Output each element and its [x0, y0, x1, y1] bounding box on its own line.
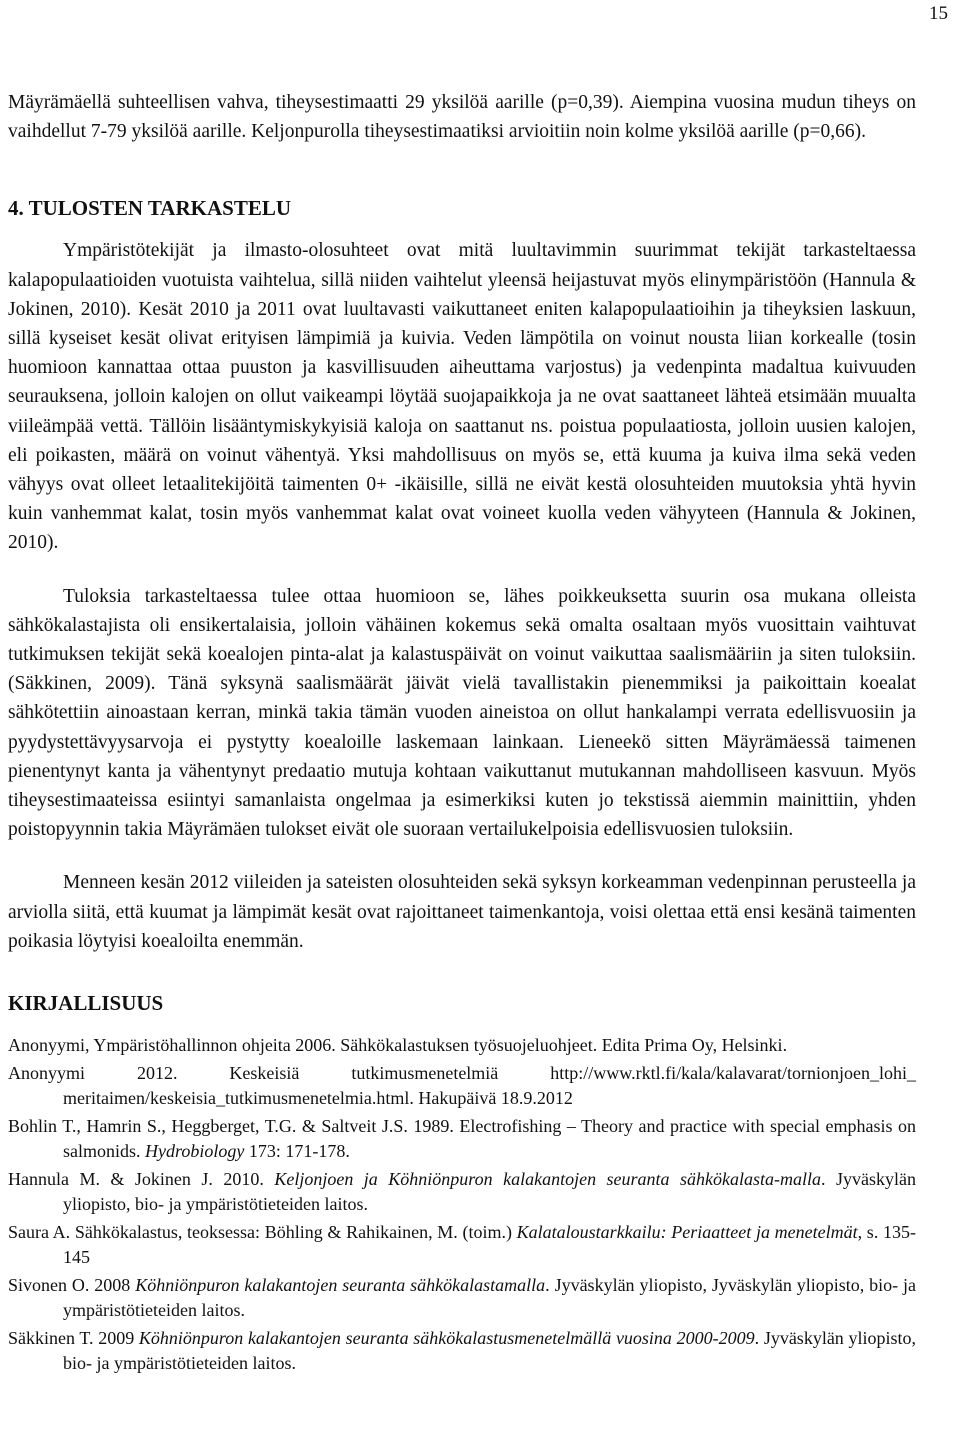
- reference-title: Köhniönpuron kalakantojen seuranta sähkökalastusmenetelmällä vuosina 2000-2009: [138, 1327, 755, 1348]
- references-heading: KIRJALLISUUS: [8, 991, 164, 1016]
- page-content: [8, 88, 916, 1379]
- reference-item: [8, 1167, 916, 1218]
- reference-text: Bohlin T., Hamrin S., Heggberget, T.G. & Saltveit J.S. 1989. Electrofishing – Theory and practice with special emphasis on salmonids.: [8, 1115, 916, 1162]
- reference-title: Hydrobiology: [145, 1141, 245, 1162]
- reference-details: . Jyväskylän yliopisto, bio- ja ympäristötieteiden laitos.: [63, 1168, 916, 1215]
- reference-item: [8, 1220, 916, 1271]
- reference-text: Sivonen O. 2008: [8, 1274, 136, 1295]
- reference-details: 173: 171-178.: [244, 1141, 350, 1162]
- intro-paragraph: Mäyrämäellä suhteellisen vahva, tiheysestimaatti 29 yksilöä aarille (p=0,39). Aiempina vuosina mudun tiheys on vaihdellut 7-79 yksilöä aarille. Keljonpurolla tiheysestimaatiksi arvioitiin noin kolme yksilöä aarille (p=0,66).: [8, 92, 916, 143]
- reference-text: Säkkinen T. 2009: [8, 1327, 139, 1348]
- reference-item: [8, 1061, 916, 1112]
- reference-details: . Jyväskylän yliopisto, bio- ja ympäristötieteiden laitos.: [63, 1327, 917, 1374]
- page-number: 15: [929, 3, 948, 24]
- body-paragraph: Menneen kesän 2012 viileiden ja sateisten olosuhteiden sekä syksyn korkeamman vedenpinnan perusteella ja arviolla siitä, että kuumat ja lämpimät kesät ovat rajoittaneet taimenkantoja, voisi olettaa että ensi kesänä taimenten poikasia löytyisi koealoilta enemmän.: [8, 872, 916, 952]
- section-heading: 4. TULOSTEN TARKASTELU: [8, 196, 292, 221]
- body-paragraph: Ympäristötekijät ja ilmasto-olosuhteet ovat mitä luultavimmin suurimmat tekijät tarkasteltaessa kalapopulaatioiden vuotuista vaihtelua, sillä niiden vaihtelut yleensä heijastuvat myös elinympäristöön (Hannula & Jokinen, 2010). Kesät 2010 ja 2011 ovat luultavasti vaikuttaneet eniten kalapopulaatioihin ja tiheyksien laskuun, sillä kyseiset kesät olivat erityisen lämpimiä ja kuivia. Veden lämpötila on voinut nousta liian korkealle (tosin huomioon kannattaa ottaa puuston ja kasvillisuuden aiheuttama varjostus) ja vedenpinta madaltua kuivuuden seurauksena, jolloin kalojen on ollut vaikeampi löytää suojapaikkoja ja ne ovat saattaneet lähteä etsimään muualta viileämpää vettä. Tällöin lisääntymiskykyisiä kaloja on saattanut ns. poistua populaatiosta, jolloin uusien kalojen, eli poikasten, määrä on voinut vähentyä. Yksi mahdollisuus on myös se, että kuuma ja kuiva ilma sekä veden vähyys ovat olleet letaalitekijöitä taimenten 0+ -ikäisille, sillä ne eivät kestä olosuhteiden muutoksia yhtä hyvin kuin vanhemmat kalat, tosin myös vanhemmat kalat ovat voineet kuolla veden vähyyteen (Hannula & Jokinen, 2010).: [8, 240, 916, 554]
- reference-title: Köhniönpuron kalakantojen seuranta sähkökalastamalla: [135, 1274, 546, 1295]
- reference-details: , s. 135-145: [63, 1221, 916, 1268]
- reference-list: [8, 1033, 916, 1377]
- reference-title: Keljonjoen ja Köhniönpuron kalakantojen seuranta sähkökalasta-malla: [274, 1168, 822, 1189]
- reference-item: [8, 1114, 916, 1165]
- reference-item: [8, 1273, 916, 1324]
- reference-text: Hannula M. & Jokinen J. 2010.: [8, 1168, 275, 1189]
- reference-text: Anonyymi 2012. Keskeisiä tutkimusmenetelmiä http://www.rktl.fi/kala/kalavarat/tornionjoen_lohi_ meritaimen/keskeisia_tutkimusmenetelmia.html. Hakupäivä 18.9.2012: [8, 1062, 916, 1109]
- reference-text: Saura A. Sähkökalastus, teoksessa: Böhling & Rahikainen, M. (toim.): [8, 1221, 517, 1242]
- reference-item: [8, 1326, 916, 1377]
- reference-title: Kalataloustarkkailu: Periaatteet ja menetelmät: [516, 1221, 858, 1242]
- body-paragraph: Tuloksia tarkasteltaessa tulee ottaa huomioon se, lähes poikkeuksetta suurin osa mukana olleista sähkökalastajista oli ensikertalaisia, jolloin vähäinen kokemus sekä omalta osaltaan myös vuosittain vaihtuvat tutkimuksen tekijät sekä koealojen pinta-alat ja kalastuspäivät on voinut vaikuttaa saalismääriin ja siten tuloksiin. (Säkkinen, 2009). Tänä syksynä saalismäärät jäivät vielä tavallistakin pienemmiksi ja paikoittain koealat sähkötettiin ainoastaan kerran, minkä takia tämän vuoden aineistoa on ollut hankalampi verrata edellisvuosiin ja pyydystettävyysarvoja ei pystytty koealoille laskemaan lainkaan. Lieneekö sitten Mäyrämäessä taimenen pienentynyt kanta ja vähentynyt predaatio mutuja kohtaan vaikuttanut mutukannan mahdolliseen kasvuun. Myös tiheysestimaateissa esiintyi samanlaista ongelmaa ja esimerkiksi kuten jo tekstissä aiemmin mainittiin, yhden poistopyynnin takia Mäyrämäen tulokset eivät ole suoraan vertailukelpoisia edellisvuosien tuloksiin.: [8, 585, 916, 841]
- reference-item: [8, 1033, 916, 1059]
- reference-details: . Jyväskylän yliopisto, Jyväskylän yliopisto, bio- ja ympäristötieteiden laitos.: [63, 1274, 917, 1321]
- reference-text: Anonyymi, Ympäristöhallinnon ohjeita 2006. Sähkökalastuksen työsuojeluohjeet. Edita Prima Oy, Helsinki.: [8, 1035, 788, 1056]
